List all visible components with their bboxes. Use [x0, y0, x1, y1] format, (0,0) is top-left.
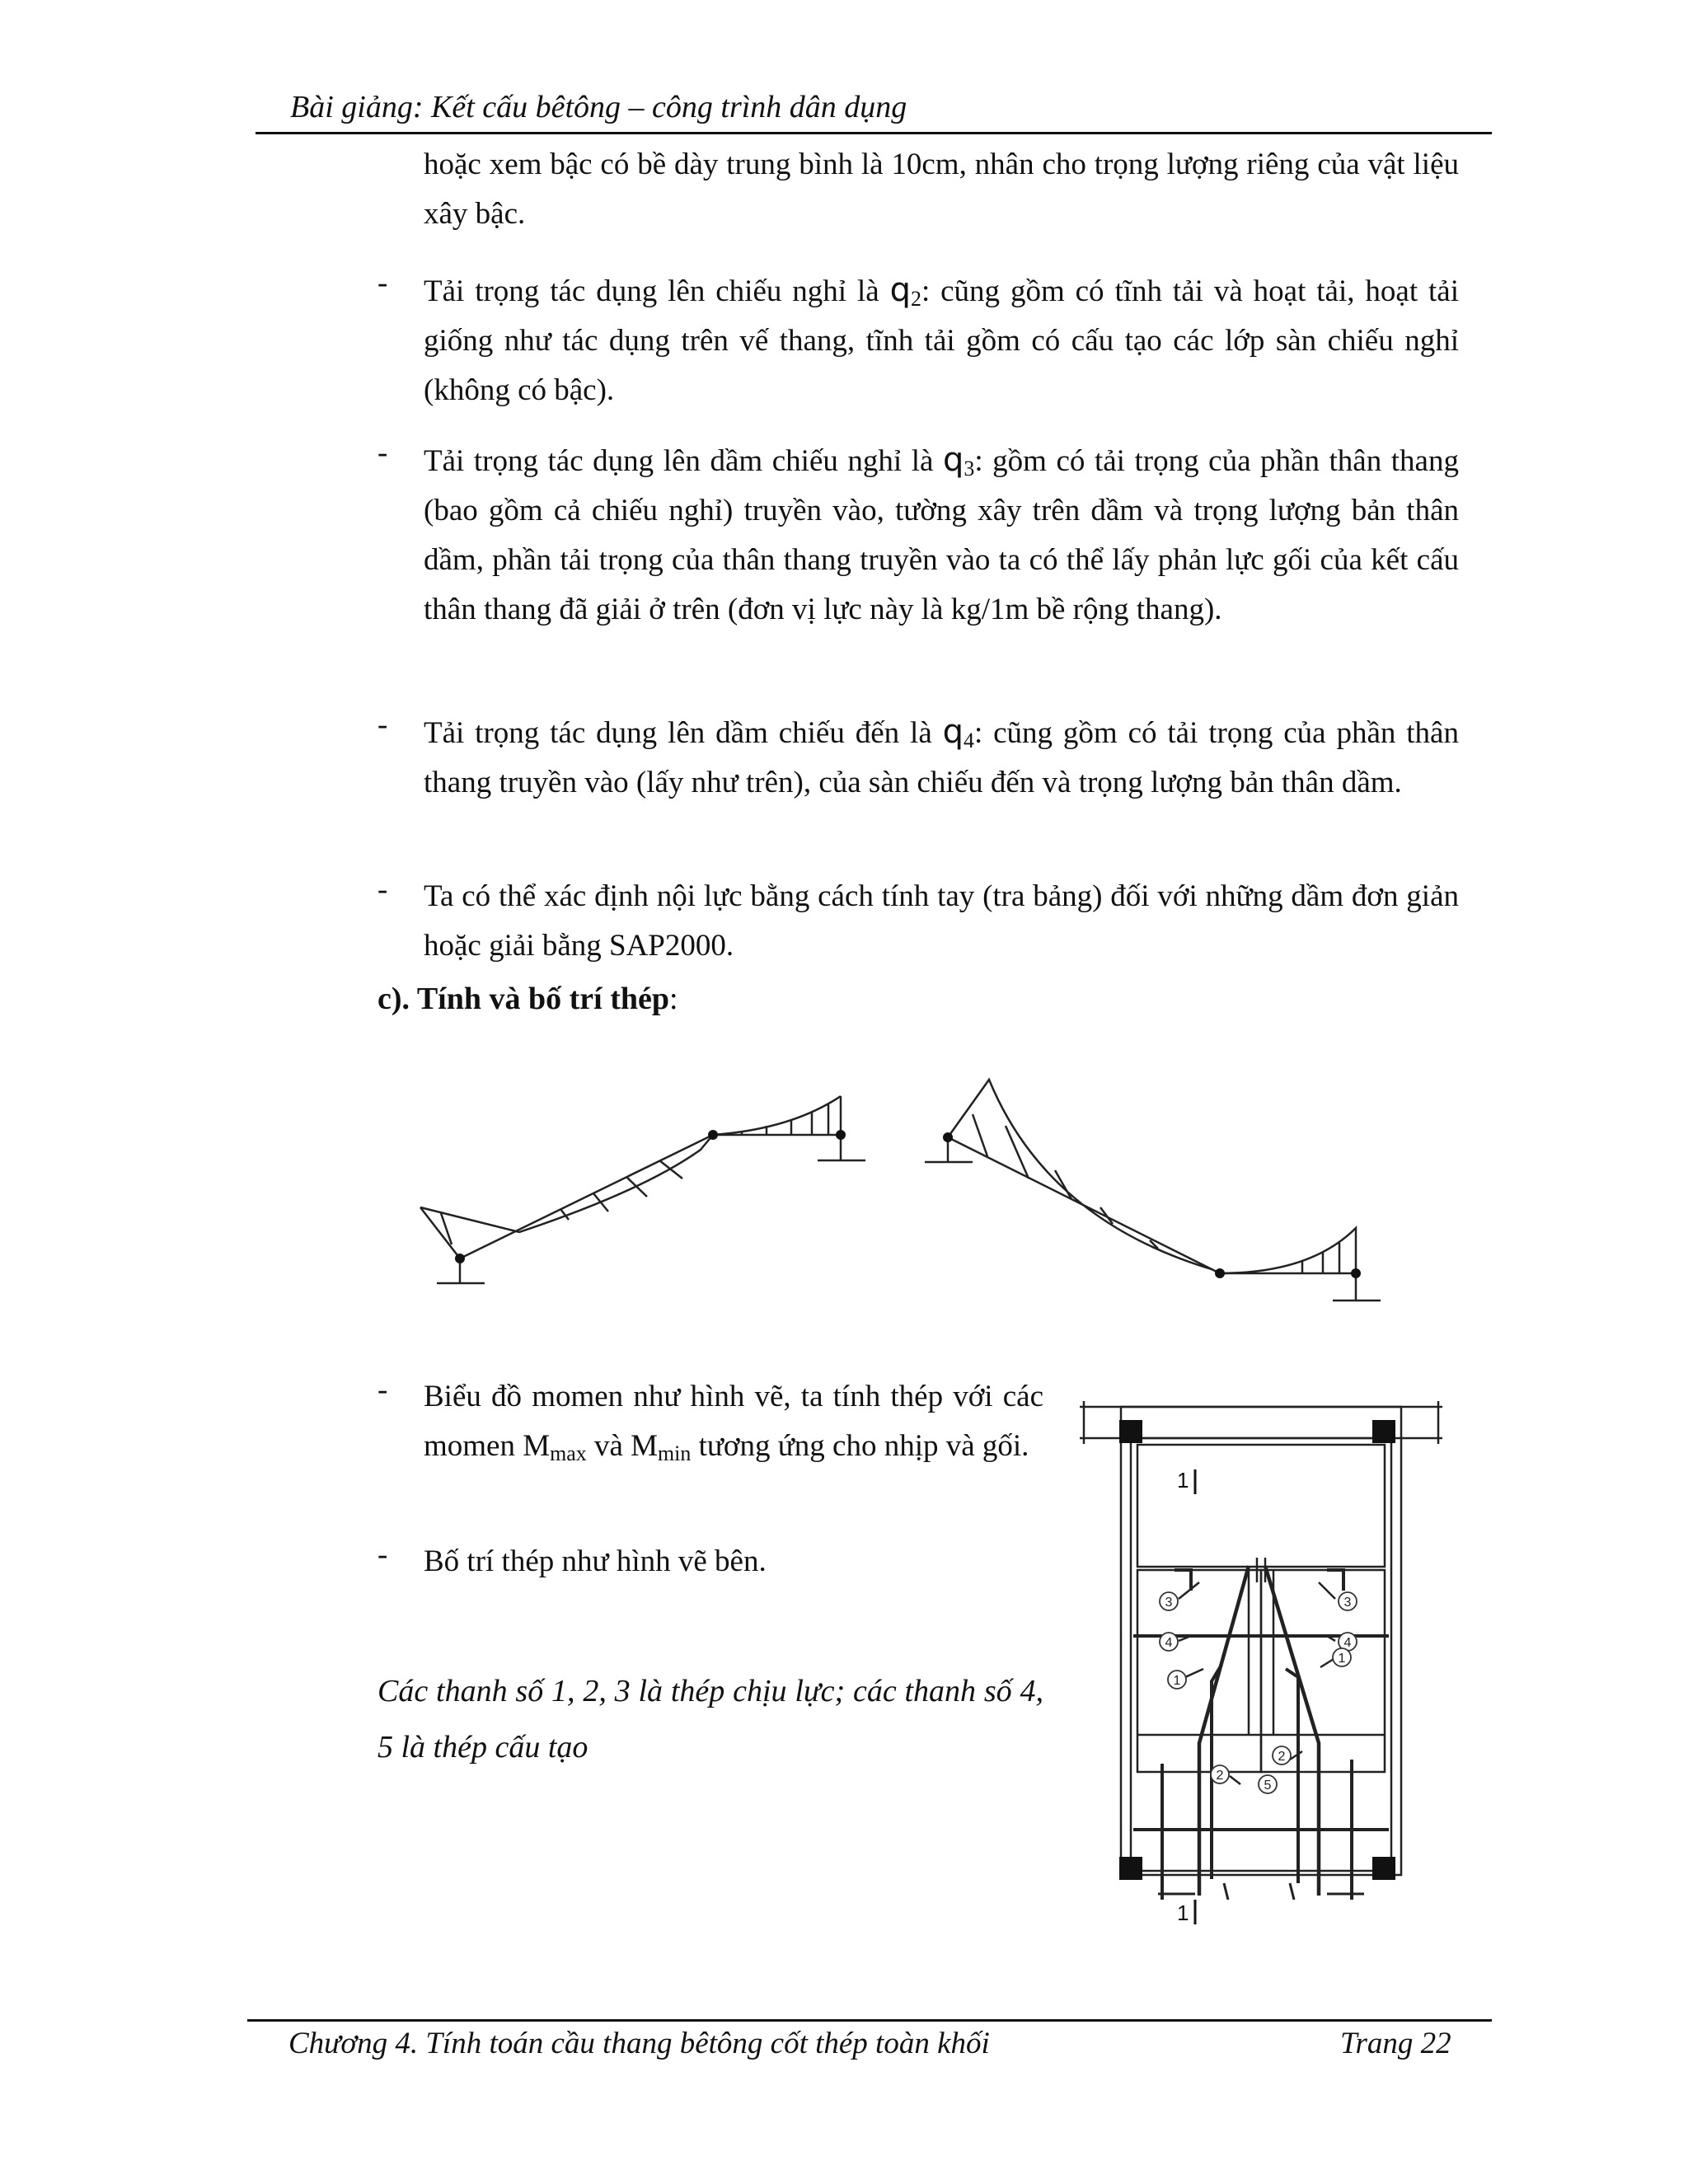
- bullet-dash: -: [377, 708, 388, 742]
- bullet-dash: -: [377, 1373, 388, 1407]
- footer-chapter: Chương 4. Tính toán cầu thang bêtông cốt thép toàn khối: [288, 2027, 990, 2060]
- page-header-title: Bài giảng: Kết cấu bêtông – công trình dân dụng: [290, 90, 907, 124]
- bullet-dash: -: [377, 1538, 388, 1572]
- bullet-moment-diagram: Biểu đồ momen như hình vẽ, ta tính thép với các momen $M_{max}$ và $M_{min}$ tương ứng cho nhịp và gối.: [424, 1380, 1043, 1465]
- footer-divider: [247, 2019, 1492, 2022]
- bar-label-4: 4: [1343, 1636, 1352, 1650]
- bar-label-2: 2: [1278, 1750, 1286, 1764]
- right-moment-diagram: [925, 1080, 1381, 1301]
- bullet-dash: -: [377, 436, 388, 470]
- bullet-load-landing: Tải trọng tác dụng lên chiếu nghỉ là $q_2$: cũng gồm có tĩnh tải và hoạt tải, hoạt tải giống như tác dụng trên vế thang, tĩnh tải gồm có cấu tạo các lớp sàn chiếu nghỉ (không có bậc).: [424, 271, 1459, 407]
- footer-page-number: Trang 22: [1340, 2027, 1451, 2060]
- bar-label-3: 3: [1165, 1596, 1173, 1610]
- bar-label-2: 2: [1216, 1769, 1224, 1783]
- bar-label-5: 5: [1264, 1779, 1272, 1793]
- bullet-dash: -: [377, 266, 388, 300]
- bar-label-4: 4: [1165, 1636, 1173, 1650]
- bullet-steel-layout: Bố trí thép như hình vẽ bên.: [424, 1544, 767, 1578]
- continuation-paragraph: hoặc xem bậc có bề dày trung bình là 10cm, nhân cho trọng lượng riêng của vật liệu xây bậc.: [424, 148, 1459, 231]
- section-mark-bottom: 1: [1177, 1900, 1189, 1924]
- section-heading: c). Tính và bố trí thép:: [377, 982, 678, 1016]
- section-mark-top: 1: [1177, 1468, 1189, 1493]
- bar-label-1: 1: [1338, 1652, 1346, 1666]
- bullet-internal-forces: Ta có thể xác định nội lực bằng cách tính tay (tra bảng) đối với những dầm đơn giản hoặc giải bằng SAP2000.: [424, 879, 1459, 963]
- bullet-load-landing-beam: Tải trọng tác dụng lên dầm chiếu nghỉ là $q_3$: gồm có tải trọng của phần thân thang (bao gồm cả chiếu nghỉ) truyền vào, tường xây trên dầm và trọng lượng bản thân dầm, phần tải trọng của thân thang truyền vào ta có thể lấy phản lực gối của kết cấu thân thang đã giải ở trên (đơn vị lực này là kg/1m bề rộng thang).: [424, 441, 1459, 626]
- header-divider: [256, 132, 1492, 134]
- bullet-load-floor-beam: Tải trọng tác dụng lên dầm chiếu đến là $q_4$: cũng gồm có tải trọng của phần thân thang truyền vào (lấy như trên), của sàn chiếu đến và trọng lượng bản thân dầm.: [424, 713, 1459, 799]
- steel-bar-note: Các thanh số 1, 2, 3 là thép chịu lực; các thanh số 4, 5 là thép cấu tạo: [377, 1674, 1043, 1765]
- bullet-dash: -: [377, 873, 388, 907]
- bar-label-1: 1: [1173, 1674, 1181, 1688]
- bar-label-3: 3: [1343, 1596, 1352, 1610]
- left-moment-diagram: [420, 1096, 865, 1283]
- reinforcement-plan: [1080, 1397, 1442, 1924]
- moment-diagrams: [396, 1055, 1418, 1327]
